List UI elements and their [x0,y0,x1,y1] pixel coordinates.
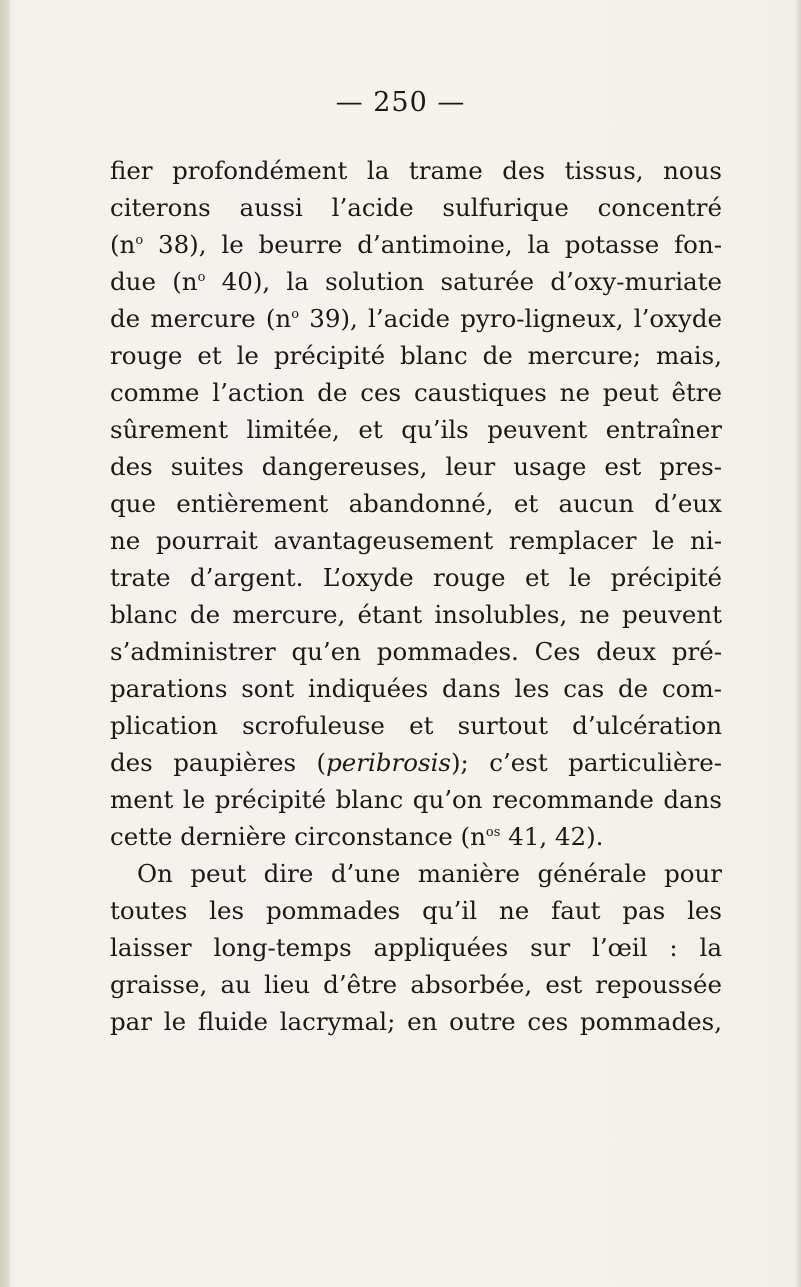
text-line: fier profondément la trame des tissus, nous [110,156,722,185]
text-line: comme l’action de ces caustiques ne peut être [110,378,722,407]
text-line: parations sont indiquées dans les cas de com- [110,674,722,703]
body-text [110,152,722,1040]
text-line: rouge et le précipité blanc de mercure; mais, [110,341,722,370]
text-line: s’administrer qu’en pommades. Ces deux pré- [110,637,722,666]
text-line: blanc de mercure, étant insolubles, ne peuvent [110,600,722,629]
text-line: de mercure ($n^o$ 39), l’acide pyro-ligneux, l’oxyde [110,304,723,333]
page-outer-edge [795,0,801,1287]
text-line: ment le précipité blanc qu’on recommande dans [110,785,722,814]
page-binding-edge [0,0,10,1287]
text-line: plication scrofuleuse et surtout d’ulcération [110,711,722,740]
text-line: graisse, au lieu d’être absorbée, est repoussée [110,970,722,999]
paragraph-start-line: On peut dire d’une manière générale pour [137,859,722,888]
text-line: trate d’argent. L’oxyde rouge et le précipité [110,563,722,592]
text-line: laisser long-temps appliquées sur l’œil : la [110,933,722,962]
text-line: par le fluide lacrymal; en outre ces pommades, [110,1007,722,1036]
text-line: toutes les pommades qu’il ne faut pas les [110,896,722,925]
text-line: citerons aussi l’acide sulfurique concentré [110,193,722,222]
text-line: cette dernière circonstance ($n^{os}$ 41, 42). [110,822,604,851]
latin-term: peribrosis [326,748,451,777]
text-line: ne pourrait avantageusement remplacer le ni- [110,526,722,555]
text-line: ($n^o$ 38), le beurre d’antimoine, la potasse fon- [110,230,722,259]
text-line: des suites dangereuses, leur usage est pres- [110,452,722,481]
text-line: des paupières (peribrosis); c’est particulière- [110,748,722,777]
text-line: que entièrement abandonné, et aucun d’eux [110,489,722,518]
text-line: due ($n^o$ 40), la solution saturée d’oxy-muriate [110,267,722,296]
page-number: — 250 — [335,87,466,118]
text-line: sûrement limitée, et qu’ils peuvent entraîner [110,415,722,444]
